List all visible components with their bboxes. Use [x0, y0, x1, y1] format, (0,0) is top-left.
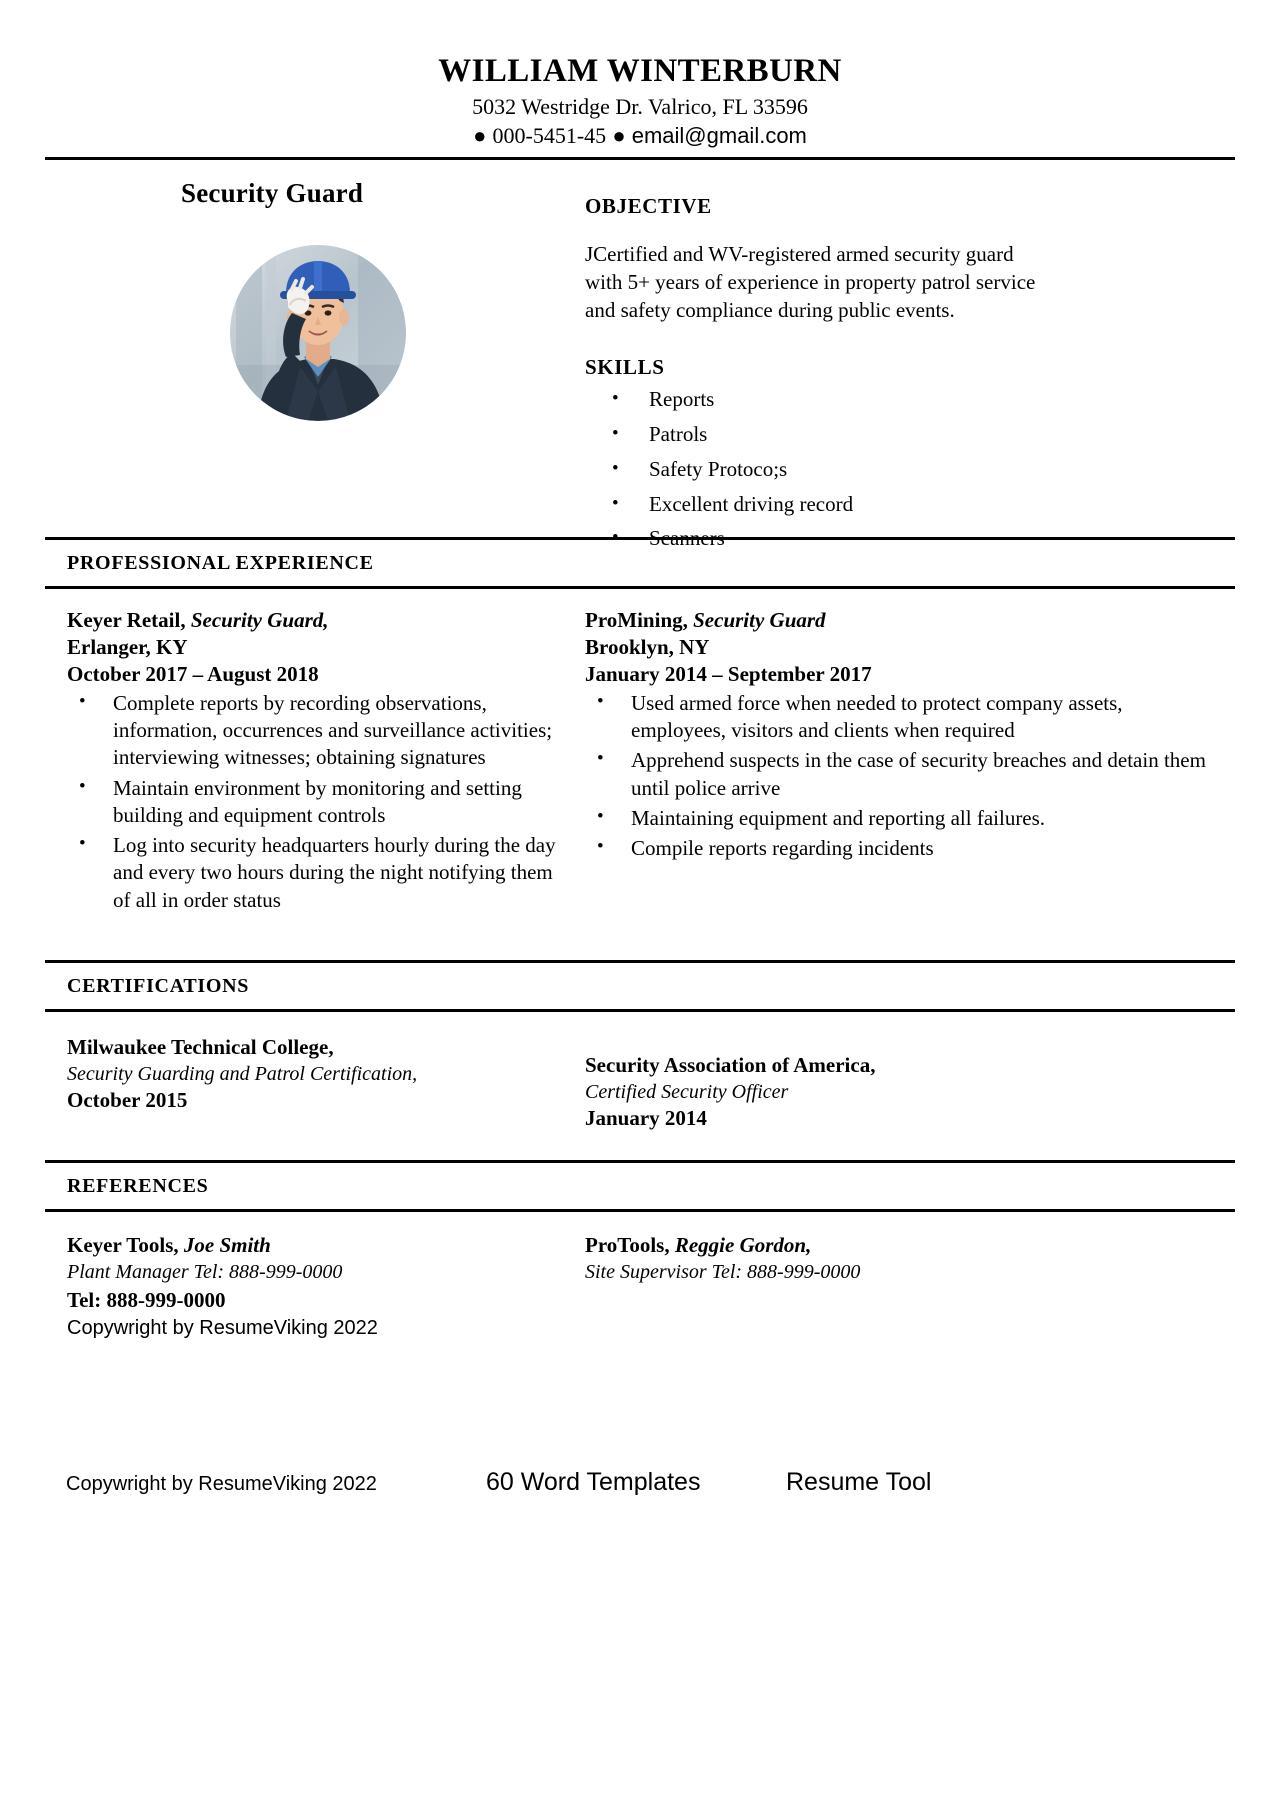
certification-program: Security Guarding and Patrol Certification,	[67, 1062, 418, 1085]
reference-company: Keyer Tools,	[67, 1233, 179, 1257]
footer-copyright: Copywright by ResumeViking 2022	[66, 1473, 377, 1495]
reference-company: ProTools,	[585, 1233, 670, 1257]
bullet-glyph-2: ●	[612, 122, 626, 148]
objective-text: JCertified and WV-registered armed security guard with 5+ years of experience in property patrol service and safety compliance during public events.	[585, 242, 1036, 322]
list-item: • Apprehend suspects in the case of security breaches and detain them until police arrive	[631, 747, 1217, 802]
experience-location: Brooklyn, NY	[585, 634, 710, 659]
objective-skills-column	[585, 170, 1235, 560]
list-item: • Compile reports regarding incidents	[631, 835, 1217, 862]
certification-institution: Security Association of America,	[585, 1053, 876, 1077]
experience-company-role	[585, 607, 1217, 634]
experience-dates: January 2014 – September 2017	[585, 661, 872, 686]
experience-role: Security Guard,	[190, 608, 329, 632]
certification-date: October 2015	[67, 1087, 188, 1112]
candidate-address: 5032 Westridge Dr. Valrico, FL 33596	[472, 93, 808, 119]
reference-entry-right	[585, 1232, 1235, 1342]
experience-bullets	[585, 690, 1217, 863]
reference-person: Reggie Gordon,	[674, 1233, 812, 1257]
reference-tel: Tel: 888-999-0000	[67, 1288, 226, 1313]
experience-company: ProMining,	[585, 608, 688, 632]
experience-section	[45, 537, 1235, 917]
references-columns	[45, 1232, 1235, 1342]
certifications-heading: CERTIFICATIONS	[67, 975, 250, 997]
header-divider	[45, 157, 1235, 160]
experience-heading: PROFESSIONAL EXPERIENCE	[67, 552, 374, 574]
experience-bullets	[67, 690, 567, 914]
list-item: • Log into security headquarters hourly during the day and every two hours during the night notifying them of all in order status	[113, 832, 567, 914]
footer-templates-link[interactable]: 60 Word Templates	[486, 1468, 701, 1496]
profile-column	[45, 170, 585, 421]
reference-role-tel: Site Supervisor Tel: 888-999-0000	[585, 1261, 861, 1284]
avatar	[230, 245, 406, 421]
list-item: • Scanners	[649, 525, 1235, 553]
reference-company-person	[585, 1232, 1217, 1259]
experience-dates: October 2017 – August 2018	[67, 661, 319, 686]
list-item: • Excellent driving record	[649, 491, 1235, 519]
page-footer	[0, 1468, 1280, 1497]
experience-company-role	[67, 607, 567, 634]
certification-entry-right	[585, 1034, 1235, 1132]
certification-date: January 2014	[585, 1105, 707, 1130]
candidate-contact-line	[45, 122, 1235, 150]
page-title: Security Guard	[181, 178, 364, 208]
list-item: • Patrols	[649, 421, 1235, 449]
experience-company: Keyer Retail,	[67, 608, 186, 632]
experience-bottom-divider	[45, 586, 1235, 589]
list-item: • Used armed force when needed to protect company assets, employees, visitors and clients when required	[631, 690, 1217, 745]
certifications-columns	[45, 1034, 1235, 1132]
list-item: • Maintain environment by monitoring and setting building and equipment controls	[113, 775, 567, 830]
list-item: • Reports	[649, 386, 1235, 414]
profile-photo-icon	[230, 245, 406, 421]
experience-columns	[45, 607, 1235, 917]
skills-list	[585, 386, 1235, 554]
references-bottom-divider	[45, 1209, 1235, 1212]
references-heading: REFERENCES	[67, 1175, 209, 1197]
resume-header	[45, 52, 1235, 149]
summary-band	[45, 170, 1235, 560]
candidate-phone: 000-5451-45	[492, 122, 607, 148]
candidate-name: WILLIAM WINTERBURN	[438, 53, 842, 89]
certifications-bottom-divider	[45, 1009, 1235, 1012]
list-item: • Safety Protoco;s	[649, 456, 1235, 484]
certification-program: Certified Security Officer	[585, 1080, 789, 1103]
experience-location: Erlanger, KY	[67, 634, 188, 659]
list-item: • Maintaining equipment and reporting all failures.	[631, 805, 1217, 832]
list-item: • Complete reports by recording observations, information, occurrences and surveillance activities; interviewing witnesses; obtaining signatures	[113, 690, 567, 772]
candidate-email[interactable]: email@gmail.com	[631, 122, 807, 148]
certification-institution: Milwaukee Technical College,	[67, 1035, 334, 1059]
reference-copyright: Copywright by ResumeViking 2022	[67, 1316, 378, 1339]
reference-entry-left	[45, 1232, 585, 1342]
reference-role-tel: Plant Manager Tel: 888-999-0000	[67, 1261, 343, 1284]
reference-company-person	[67, 1232, 567, 1259]
certifications-section	[45, 960, 1235, 1132]
references-section	[45, 1160, 1235, 1342]
certification-entry-left	[45, 1034, 585, 1132]
objective-heading: OBJECTIVE	[585, 194, 712, 218]
skills-heading: SKILLS	[585, 354, 665, 379]
reference-person: Joe Smith	[183, 1233, 271, 1257]
experience-role: Security Guard	[693, 608, 826, 632]
bullet-glyph-1: ●	[473, 122, 487, 148]
footer-resume-tool-link[interactable]: Resume Tool	[786, 1468, 932, 1496]
experience-entry-right	[585, 607, 1235, 917]
experience-entry-left	[45, 607, 585, 917]
